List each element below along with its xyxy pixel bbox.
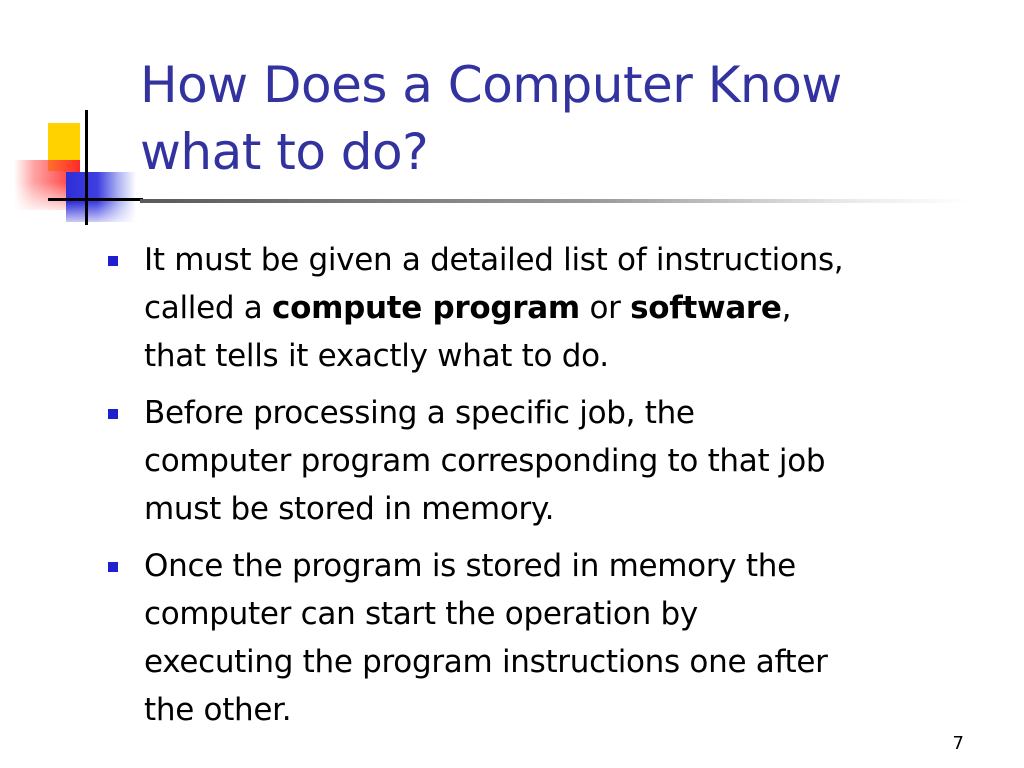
bullet-text-line (144, 437, 984, 485)
bullet-text-line (144, 686, 984, 734)
bullet-item (104, 236, 984, 380)
bullet-square-icon (108, 256, 118, 266)
text-segment: executing the program instructions one after (144, 644, 828, 680)
bullet-square-icon (108, 562, 118, 572)
text-segment: Once the program is stored in memory the (144, 548, 796, 584)
bullet-text-line (144, 284, 984, 332)
bullet-text-line (144, 485, 984, 533)
bullet-item (104, 542, 984, 734)
text-segment: computer program corresponding to that job (144, 443, 826, 479)
bullet-text-line (144, 332, 984, 380)
text-segment: It must be given a detailed list of instructions, (144, 242, 844, 278)
text-segment: must be stored in memory. (144, 491, 555, 527)
bullet-text-line (144, 638, 984, 686)
slide-title-line-2: what to do? (140, 123, 429, 181)
decorative-logo (0, 0, 140, 240)
bold-term: software (630, 290, 782, 326)
logo-vertical-line (85, 110, 88, 225)
slide-title-line-1: How Does a Computer Know (140, 56, 842, 114)
text-segment: called a (144, 290, 273, 326)
text-segment: the other. (144, 692, 292, 728)
logo-blue-square-fade (66, 172, 136, 222)
bullet-text-line (144, 236, 984, 284)
text-segment: Before processing a specific job, the (144, 395, 695, 431)
bullet-item (104, 389, 984, 533)
bold-term: compute program (272, 290, 580, 326)
bullet-square-icon (108, 409, 118, 419)
text-segment: or (579, 290, 631, 326)
logo-horizontal-line (48, 198, 143, 201)
title-divider (140, 199, 970, 203)
text-segment: that tells it exactly what to do. (144, 338, 609, 374)
bullet-text-line (144, 590, 984, 638)
bullet-text-line (144, 389, 984, 437)
bullet-list (104, 236, 984, 743)
page-number: 7 (952, 733, 964, 754)
text-segment: computer can start the operation by (144, 596, 698, 632)
bullet-text-line (144, 542, 984, 590)
slide-title (140, 52, 1000, 186)
text-segment: , (781, 290, 792, 326)
